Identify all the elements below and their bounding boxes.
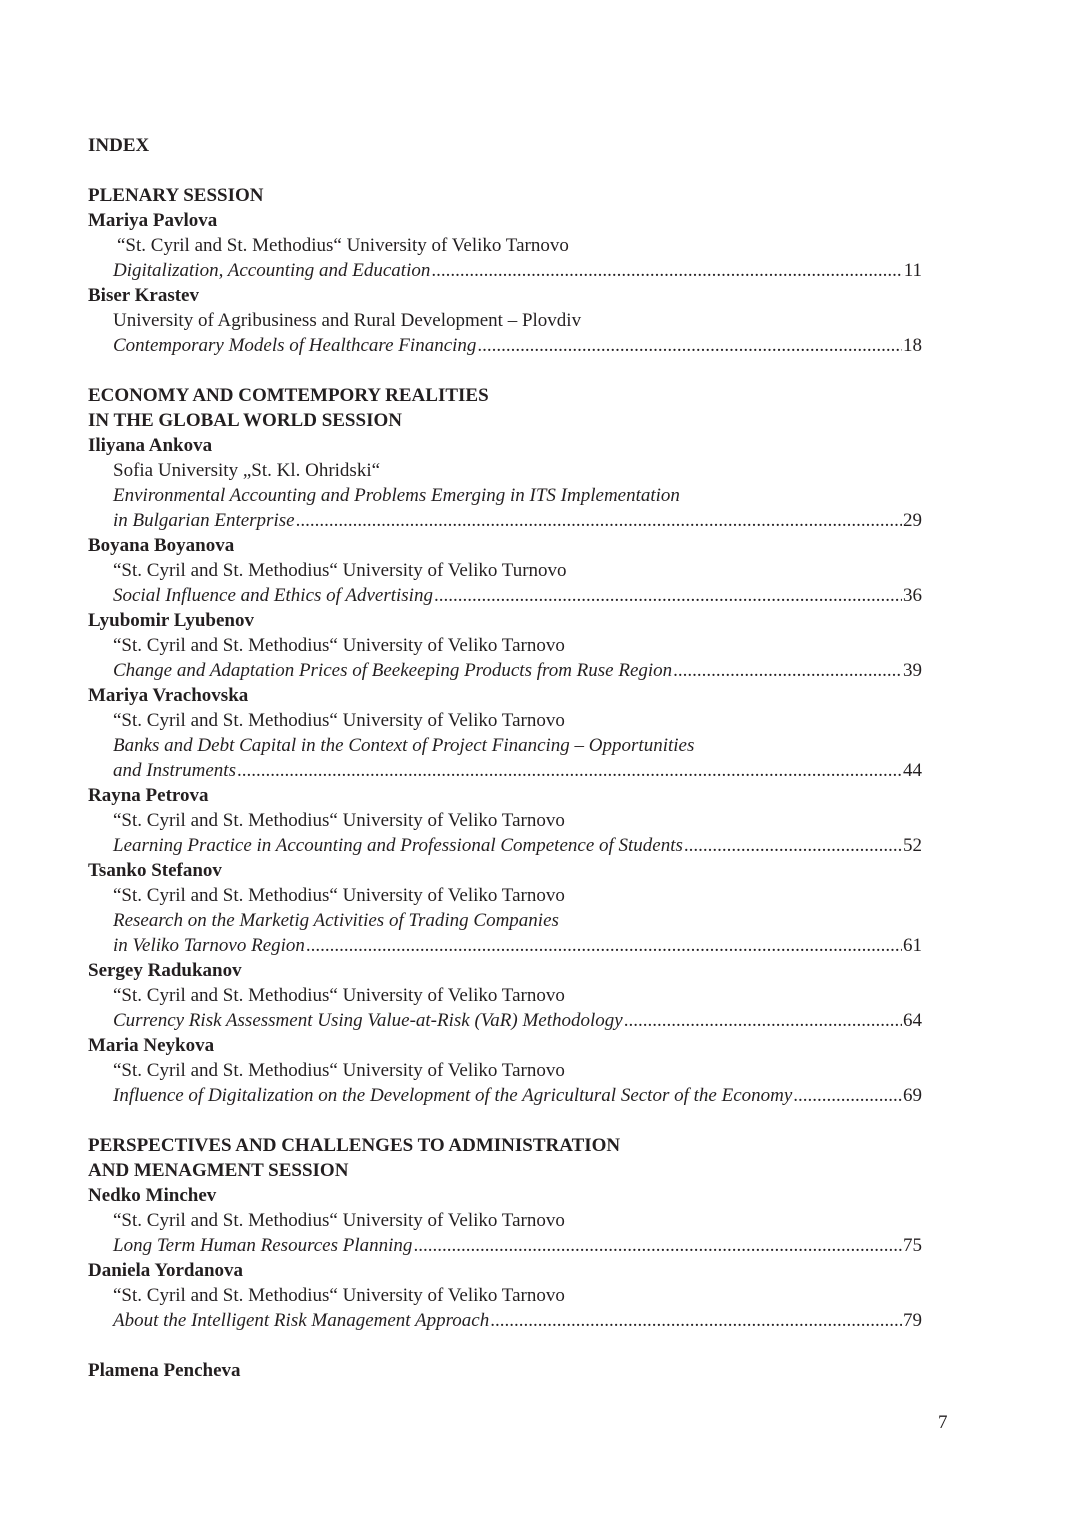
- dot-leader: [296, 508, 902, 533]
- entry-title: About the Intelligent Risk Management Approach: [113, 1310, 490, 1331]
- entry-title-row[interactable]: [88, 1308, 922, 1333]
- entry-page: 18: [903, 335, 922, 356]
- entry-title: Long Term Human Resources Planning: [113, 1235, 413, 1256]
- table-of-contents: [88, 133, 922, 1383]
- entry-title-row[interactable]: [88, 508, 922, 533]
- toc-entry[interactable]: [88, 783, 922, 858]
- section-heading: PLENARY SESSION: [88, 185, 264, 206]
- entry-page: 44: [903, 760, 922, 781]
- entry-author: Rayna Petrova: [88, 785, 209, 806]
- toc-entry[interactable]: [88, 858, 922, 958]
- entry-title: Environmental Accounting and Problems Emerging in ITS Implementation: [113, 485, 680, 506]
- entry-affiliation: “St. Cyril and St. Methodius“ University of Veliko Tarnovo: [113, 635, 565, 656]
- section-economy: [88, 383, 922, 1108]
- entry-affiliation: University of Agribusiness and Rural Development – Plovdiv: [113, 310, 582, 331]
- entry-title: Influence of Digitalization on the Development of the Agricultural Sector of the Economy: [113, 1085, 793, 1106]
- entry-title: Learning Practice in Accounting and Professional Competence of Students: [113, 835, 683, 856]
- dot-leader: [624, 1008, 902, 1033]
- entry-title: Contemporary Models of Healthcare Financing: [113, 335, 477, 356]
- entry-affiliation: “St. Cyril and St. Methodius“ University of Veliko Tarnovo: [113, 1210, 565, 1231]
- toc-entry[interactable]: [88, 208, 922, 283]
- dot-leader: [306, 933, 902, 958]
- entry-title-row[interactable]: [88, 833, 922, 858]
- section-plenary: [88, 183, 922, 358]
- dot-leader: [490, 1308, 902, 1333]
- entry-title: in Bulgarian Enterprise: [113, 510, 295, 531]
- entry-title: Social Influence and Ethics of Advertising: [113, 585, 433, 606]
- entry-author: Tsanko Stefanov: [88, 860, 222, 881]
- entry-title-row[interactable]: [88, 333, 922, 358]
- dot-leader: [237, 758, 902, 783]
- entry-page: 29: [903, 510, 922, 531]
- toc-entry[interactable]: [88, 283, 922, 358]
- dot-leader: [477, 333, 902, 358]
- entry-author: Mariya Vrachovska: [88, 685, 249, 706]
- entry-author: Daniela Yordanova: [88, 1260, 244, 1281]
- entry-title-row[interactable]: [88, 758, 922, 783]
- entry-title-row[interactable]: [88, 258, 922, 283]
- entry-title-row[interactable]: [88, 1008, 922, 1033]
- toc-entry[interactable]: [88, 1183, 922, 1258]
- index-heading: INDEX: [88, 135, 150, 156]
- entry-affiliation: “St. Cyril and St. Methodius“ University of Veliko Tarnovo: [113, 1060, 565, 1081]
- entry-title-row[interactable]: [88, 1083, 922, 1108]
- trailing-author: Plamena Pencheva: [88, 1360, 241, 1381]
- entry-affiliation: “St. Cyril and St. Methodius“ University of Veliko Tarnovo: [117, 235, 569, 256]
- toc-entry[interactable]: [88, 1033, 922, 1108]
- entry-page: 39: [903, 660, 922, 681]
- entry-title: Research on the Marketig Activities of Trading Companies: [113, 910, 559, 931]
- entry-affiliation: “St. Cyril and St. Methodius“ University of Veliko Tarnovo: [113, 710, 565, 731]
- dot-leader: [684, 833, 902, 858]
- entry-author: Iliyana Ankova: [88, 435, 213, 456]
- entry-page: 36: [903, 585, 922, 606]
- entry-page: 75: [903, 1235, 922, 1256]
- entry-affiliation: “St. Cyril and St. Methodius“ University of Veliko Tarnovo: [113, 885, 565, 906]
- entry-affiliation: “St. Cyril and St. Methodius“ University of Veliko Tarnovo: [113, 985, 565, 1006]
- entry-author: Lyubomir Lyubenov: [88, 610, 254, 631]
- entry-title-row[interactable]: [88, 658, 922, 683]
- dot-leader: [673, 658, 902, 683]
- section-heading: ECONOMY AND COMTEMPORY REALITIES: [88, 385, 489, 406]
- entry-title: Currency Risk Assessment Using Value-at-Risk (VaR) Methodology: [113, 1010, 623, 1031]
- entry-author: Sergey Radukanov: [88, 960, 242, 981]
- entry-title-row[interactable]: [88, 583, 922, 608]
- toc-entry[interactable]: [88, 958, 922, 1033]
- section-heading: IN THE GLOBAL WORLD SESSION: [88, 410, 402, 431]
- dot-leader: [793, 1083, 902, 1108]
- entry-page: 52: [903, 835, 922, 856]
- entry-title: Change and Adaptation Prices of Beekeeping Products from Ruse Region: [113, 660, 673, 681]
- entry-title: Digitalization, Accounting and Education: [113, 260, 431, 281]
- toc-entry[interactable]: [88, 608, 922, 683]
- entry-title: Banks and Debt Capital in the Context of Project Financing – Opportunities: [113, 735, 695, 756]
- dot-leader: [434, 583, 902, 608]
- entry-author: Boyana Boyanova: [88, 535, 235, 556]
- section-administration: [88, 1133, 922, 1333]
- entry-author: Biser Krastev: [88, 285, 199, 306]
- entry-author: Nedko Minchev: [88, 1185, 217, 1206]
- entry-affiliation: “St. Cyril and St. Methodius“ University of Veliko Turnovo: [113, 560, 567, 581]
- toc-entry[interactable]: [88, 433, 922, 533]
- toc-entry[interactable]: [88, 533, 922, 608]
- entry-author: Mariya Pavlova: [88, 210, 218, 231]
- entry-page: 11: [903, 260, 922, 281]
- page-number: 7: [938, 1412, 948, 1433]
- entry-page: 61: [903, 935, 922, 956]
- entry-page: 64: [903, 1010, 922, 1031]
- toc-entry[interactable]: [88, 683, 922, 783]
- entry-affiliation: Sofia University „St. Kl. Ohridski“: [113, 460, 381, 481]
- entry-title-row[interactable]: [88, 933, 922, 958]
- entry-page: 79: [903, 1310, 922, 1331]
- entry-affiliation: “St. Cyril and St. Methodius“ University of Veliko Tarnovo: [113, 1285, 565, 1306]
- toc-entry[interactable]: [88, 1258, 922, 1333]
- entry-page: 69: [903, 1085, 922, 1106]
- dot-leader: [413, 1233, 902, 1258]
- entry-title: in Veliko Tarnovo Region: [113, 935, 305, 956]
- entry-author: Maria Neykova: [88, 1035, 215, 1056]
- entry-affiliation: “St. Cyril and St. Methodius“ University of Veliko Tarnovo: [113, 810, 565, 831]
- entry-title: and Instruments: [113, 760, 236, 781]
- section-heading: PERSPECTIVES AND CHALLENGES TO ADMINISTRATION: [88, 1135, 621, 1156]
- entry-title-row[interactable]: [88, 1233, 922, 1258]
- dot-leader: [431, 258, 902, 283]
- section-heading: AND MENAGMENT SESSION: [88, 1160, 349, 1181]
